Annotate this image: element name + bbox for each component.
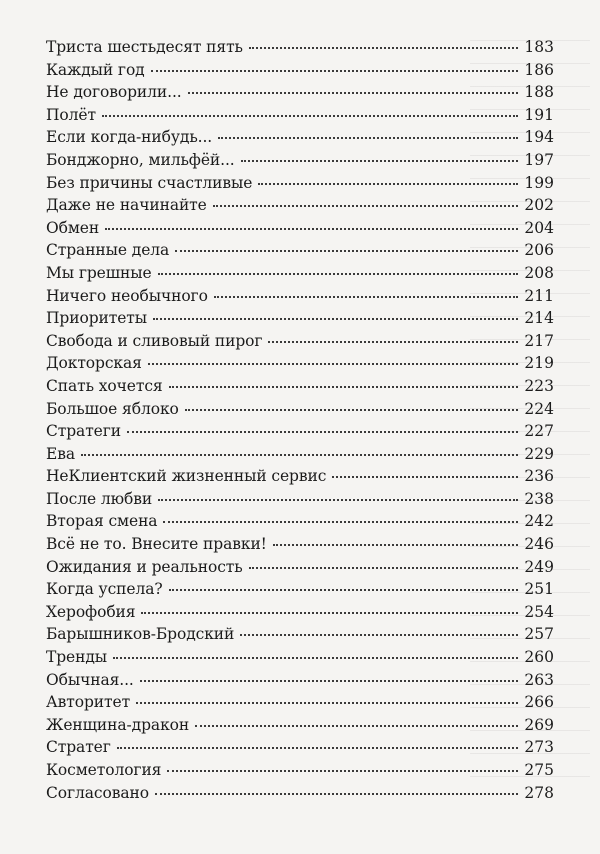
dot-leader (158, 499, 518, 501)
toc-entry (46, 467, 554, 490)
toc-entry-page-number: 278 (524, 783, 554, 802)
dot-leader (163, 521, 518, 523)
toc-entry-title: Стратег (46, 738, 111, 757)
toc-entry-title: Всё не то. Внесите правки! (46, 535, 267, 554)
toc-entry-title: Косметология (46, 761, 162, 779)
toc-entry-page-number: 266 (524, 693, 554, 712)
toc-entry-page-number: 211 (524, 286, 554, 305)
toc-entry-page-number: 202 (524, 196, 554, 215)
toc-entry (46, 400, 554, 423)
dot-leader (175, 250, 518, 252)
dot-leader (167, 770, 518, 772)
toc-entry-title: Стратеги (46, 422, 121, 441)
toc-entry-title: После любви (46, 489, 153, 508)
dot-leader (113, 657, 518, 659)
toc-entry (46, 106, 554, 129)
toc-entry-page-number: 238 (524, 489, 554, 508)
toc-entry (46, 648, 554, 671)
toc-entry (46, 603, 554, 626)
toc-entry (46, 535, 554, 558)
dot-leader (158, 273, 518, 275)
dot-leader (105, 228, 518, 230)
dot-leader (169, 589, 518, 591)
toc-entry-title: Полёт (46, 105, 96, 124)
toc-entry-page-number: 269 (524, 715, 554, 734)
dot-leader (258, 183, 518, 185)
toc-entry-title: Барышников-Бродский (46, 625, 235, 644)
toc-entry-title: Приоритеты (46, 309, 148, 328)
toc-entry-page-number: 236 (524, 467, 554, 486)
dot-leader (136, 702, 518, 704)
toc-entry-title: Обычная... (46, 670, 134, 689)
toc-entry-page-number: 183 (524, 38, 554, 56)
toc-entry (46, 761, 554, 784)
toc-entry-page-number: 273 (524, 738, 554, 757)
toc-entry (46, 512, 554, 535)
dot-leader (169, 386, 518, 388)
toc-entry (46, 738, 554, 761)
dot-leader (218, 137, 518, 139)
toc-entry-page-number: 197 (524, 150, 554, 169)
toc-entry-title: Обмен (46, 218, 100, 237)
toc-entry-title: Мы грешные (46, 263, 152, 282)
toc-entry-title: Ожидания и реальность (46, 557, 243, 576)
dot-leader (102, 115, 518, 117)
toc-entry-page-number: 227 (524, 422, 554, 441)
toc-entry-title: Странные дела (46, 241, 170, 260)
toc-entry-page-number: 217 (524, 331, 554, 350)
toc-entry-page-number: 249 (524, 557, 554, 576)
dot-leader (185, 409, 518, 411)
toc-entry (46, 490, 554, 513)
dot-leader (241, 160, 518, 162)
toc-entry-title: Женщина-дракон (46, 715, 190, 734)
toc-entry (46, 580, 554, 603)
toc-entry (46, 671, 554, 694)
toc-entry (46, 83, 554, 106)
toc-entry-page-number: 208 (524, 263, 554, 282)
toc-entry (46, 377, 554, 400)
toc-entry (46, 128, 554, 151)
toc-entry-page-number: 229 (524, 444, 554, 463)
toc-entry-page-number: 260 (524, 648, 554, 667)
dot-leader (155, 793, 518, 795)
toc-entry-title: НеКлиентский жизненный сервис (46, 467, 327, 486)
toc-entry-title: Большое яблоко (46, 399, 179, 418)
toc-entry (46, 354, 554, 377)
toc-entry-page-number: 223 (524, 376, 554, 395)
dot-leader (273, 544, 518, 546)
toc-entry (46, 219, 554, 242)
dot-leader (81, 454, 518, 456)
toc-entry-title: Когда успела? (46, 580, 163, 599)
toc-entry-page-number: 191 (524, 105, 554, 124)
table-of-contents (46, 38, 554, 806)
toc-entry-page-number: 254 (524, 602, 554, 621)
dot-leader (140, 680, 518, 682)
toc-entry-title: Триста шестьдесят пять (46, 38, 243, 56)
toc-entry (46, 558, 554, 581)
dot-leader (151, 70, 518, 72)
dot-leader (214, 296, 518, 298)
toc-entry-page-number: 224 (524, 399, 554, 418)
dot-leader (268, 341, 518, 343)
toc-entry-page-number: 219 (524, 354, 554, 373)
toc-entry-page-number: 206 (524, 241, 554, 260)
toc-entry-title: Ничего необычного (46, 286, 208, 305)
toc-entry-title: Тренды (46, 648, 108, 667)
toc-entry-page-number: 186 (524, 60, 554, 79)
toc-entry-title: Не договорили... (46, 83, 182, 102)
toc-entry (46, 241, 554, 264)
dot-leader (153, 318, 518, 320)
toc-entry-page-number: 214 (524, 309, 554, 328)
dot-leader (195, 725, 518, 727)
toc-entry-title: Авторитет (46, 693, 131, 712)
toc-entry-title: Спать хочется (46, 376, 163, 395)
toc-entry (46, 151, 554, 174)
toc-entry (46, 309, 554, 332)
toc-entry-page-number: 246 (524, 535, 554, 554)
toc-entry-page-number: 263 (524, 670, 554, 689)
toc-entry (46, 332, 554, 355)
dot-leader (188, 92, 518, 94)
toc-entry (46, 625, 554, 648)
dot-leader (117, 747, 518, 749)
toc-entry (46, 264, 554, 287)
toc-entry-title: Даже не начинайте (46, 196, 207, 215)
toc-entry (46, 38, 554, 61)
toc-entry-title: Согласовано (46, 783, 149, 802)
toc-entry-page-number: 242 (524, 512, 554, 531)
toc-entry-title: Если когда-нибудь... (46, 128, 213, 147)
toc-entry (46, 693, 554, 716)
toc-entry-page-number: 257 (524, 625, 554, 644)
toc-entry-title: Херофобия (46, 602, 136, 621)
toc-entry-page-number: 204 (524, 218, 554, 237)
toc-entry (46, 287, 554, 310)
toc-entry-page-number: 199 (524, 173, 554, 192)
toc-entry-title: Каждый год (46, 60, 145, 79)
toc-entry-page-number: 251 (524, 580, 554, 599)
dot-leader (127, 431, 518, 433)
dot-leader (249, 567, 518, 569)
toc-entry-title: Без причины счастливые (46, 173, 253, 192)
dot-leader (332, 476, 518, 478)
toc-entry (46, 61, 554, 84)
toc-entry (46, 174, 554, 197)
toc-entry (46, 445, 554, 468)
toc-entry-title: Бонджорно, мильфёй... (46, 150, 235, 169)
dot-leader (213, 205, 518, 207)
toc-entry (46, 716, 554, 739)
dot-leader (148, 363, 518, 365)
toc-entry (46, 784, 554, 807)
toc-entry (46, 422, 554, 445)
dot-leader (240, 634, 518, 636)
dot-leader (249, 47, 518, 49)
toc-entry-page-number: 275 (524, 761, 554, 779)
toc-entry-title: Ева (46, 444, 75, 463)
toc-entry-page-number: 194 (524, 128, 554, 147)
toc-entry-title: Докторская (46, 354, 142, 373)
dot-leader (141, 612, 518, 614)
toc-entry-page-number: 188 (524, 83, 554, 102)
toc-entry (46, 196, 554, 219)
toc-entry-title: Свобода и сливовый пирог (46, 331, 263, 350)
toc-entry-title: Вторая смена (46, 512, 158, 531)
